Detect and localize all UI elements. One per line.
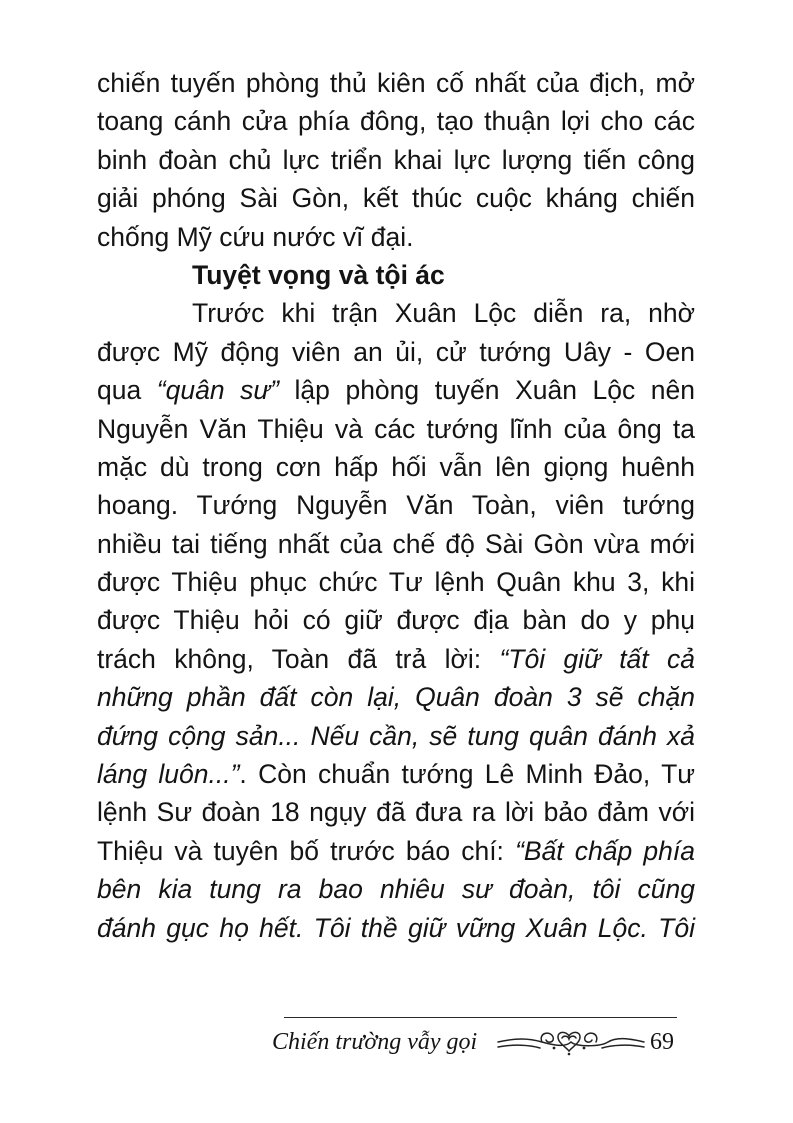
italic-quote: láng luôn...”: [97, 759, 240, 790]
italic-quote: bên kia tung ra bao nhiêu sư đoàn, tôi cũng: [97, 874, 695, 905]
text-line: chống Mỹ cứu nước vĩ đại.: [97, 221, 414, 252]
text-run: qua: [97, 375, 157, 406]
section-heading: Tuyệt vọng và tội ác: [192, 259, 445, 290]
italic-quote: đứng cộng sản... Nếu cần, sẽ tung quân đánh xả: [97, 720, 695, 751]
text-run: Thiệu và tuyên bố trước báo chí:: [97, 835, 516, 866]
text-line: chiến tuyến phòng thủ kiên cố nhất của địch, mở: [97, 68, 695, 98]
text-line: mặc dù trong cơn hấp hối vẫn lên giọng huênh: [97, 451, 695, 482]
text-line: [97, 640, 695, 678]
text-line: [97, 717, 695, 755]
text-line: lệnh Sư đoàn 18 ngụy đã đưa ra lời bảo đảm với: [97, 797, 695, 828]
italic-quote: những phần đất còn lại, Quân đoàn 3 sẽ chặn: [97, 682, 695, 713]
text-line: [97, 909, 695, 947]
text-run: lập phòng tuyến Xuân Lộc nên: [278, 375, 696, 406]
text-line: nhiều tai tiếng nhất của chế độ Sài Gòn vừa mới: [97, 528, 695, 559]
text-line: Nguyễn Văn Thiệu và các tướng lĩnh của ông ta: [97, 413, 695, 444]
running-title: Chiến trường vẫy gọi: [272, 1029, 478, 1055]
page-number: 69: [650, 1029, 674, 1055]
italic-quote: “Tôi giữ tất cả: [499, 643, 695, 674]
text-line: binh đoàn chủ lực triển khai lực lượng tiến công: [97, 144, 695, 175]
text-line: [97, 832, 695, 870]
text-line: [97, 678, 695, 716]
text-run: . Còn chuẩn tướng Lê Minh Đảo, Tư: [239, 759, 695, 790]
text-line: toang cánh cửa phía đông, tạo thuận lợi cho các: [97, 106, 695, 137]
footer-rule: [284, 1017, 677, 1018]
paragraph-1: [97, 64, 695, 256]
text-line: được Thiệu hỏi có giữ được địa bàn do y phụ: [97, 605, 695, 636]
text-line: hoang. Tướng Nguyễn Văn Toàn, viên tướng: [97, 490, 695, 521]
text-line: Trước khi trận Xuân Lộc diễn ra, nhờ: [192, 298, 695, 329]
body-text: [97, 64, 695, 947]
flourish-ornament-icon: [496, 1025, 646, 1057]
paragraph-2: [97, 294, 695, 947]
text-line: được Thiệu phục chức Tư lệnh Quân khu 3, khi: [97, 567, 695, 598]
italic-quote: “quân sư”: [156, 375, 279, 406]
text-line: [97, 870, 695, 908]
text-line: giải phóng Sài Gòn, kết thúc cuộc kháng chiến: [97, 183, 695, 214]
italic-quote: đánh gục họ hết. Tôi thề giữ vững Xuân Lộc. Tôi: [97, 912, 695, 943]
page-footer: [272, 1003, 682, 1063]
text-line: [97, 371, 695, 409]
text-line: [97, 755, 695, 793]
text-line: được Mỹ động viên an ủi, cử tướng Uây - Oen: [97, 336, 695, 367]
text-run: trách không, Toàn đã trả lời:: [97, 643, 500, 674]
italic-quote: “Bất chấp phía: [515, 835, 695, 866]
